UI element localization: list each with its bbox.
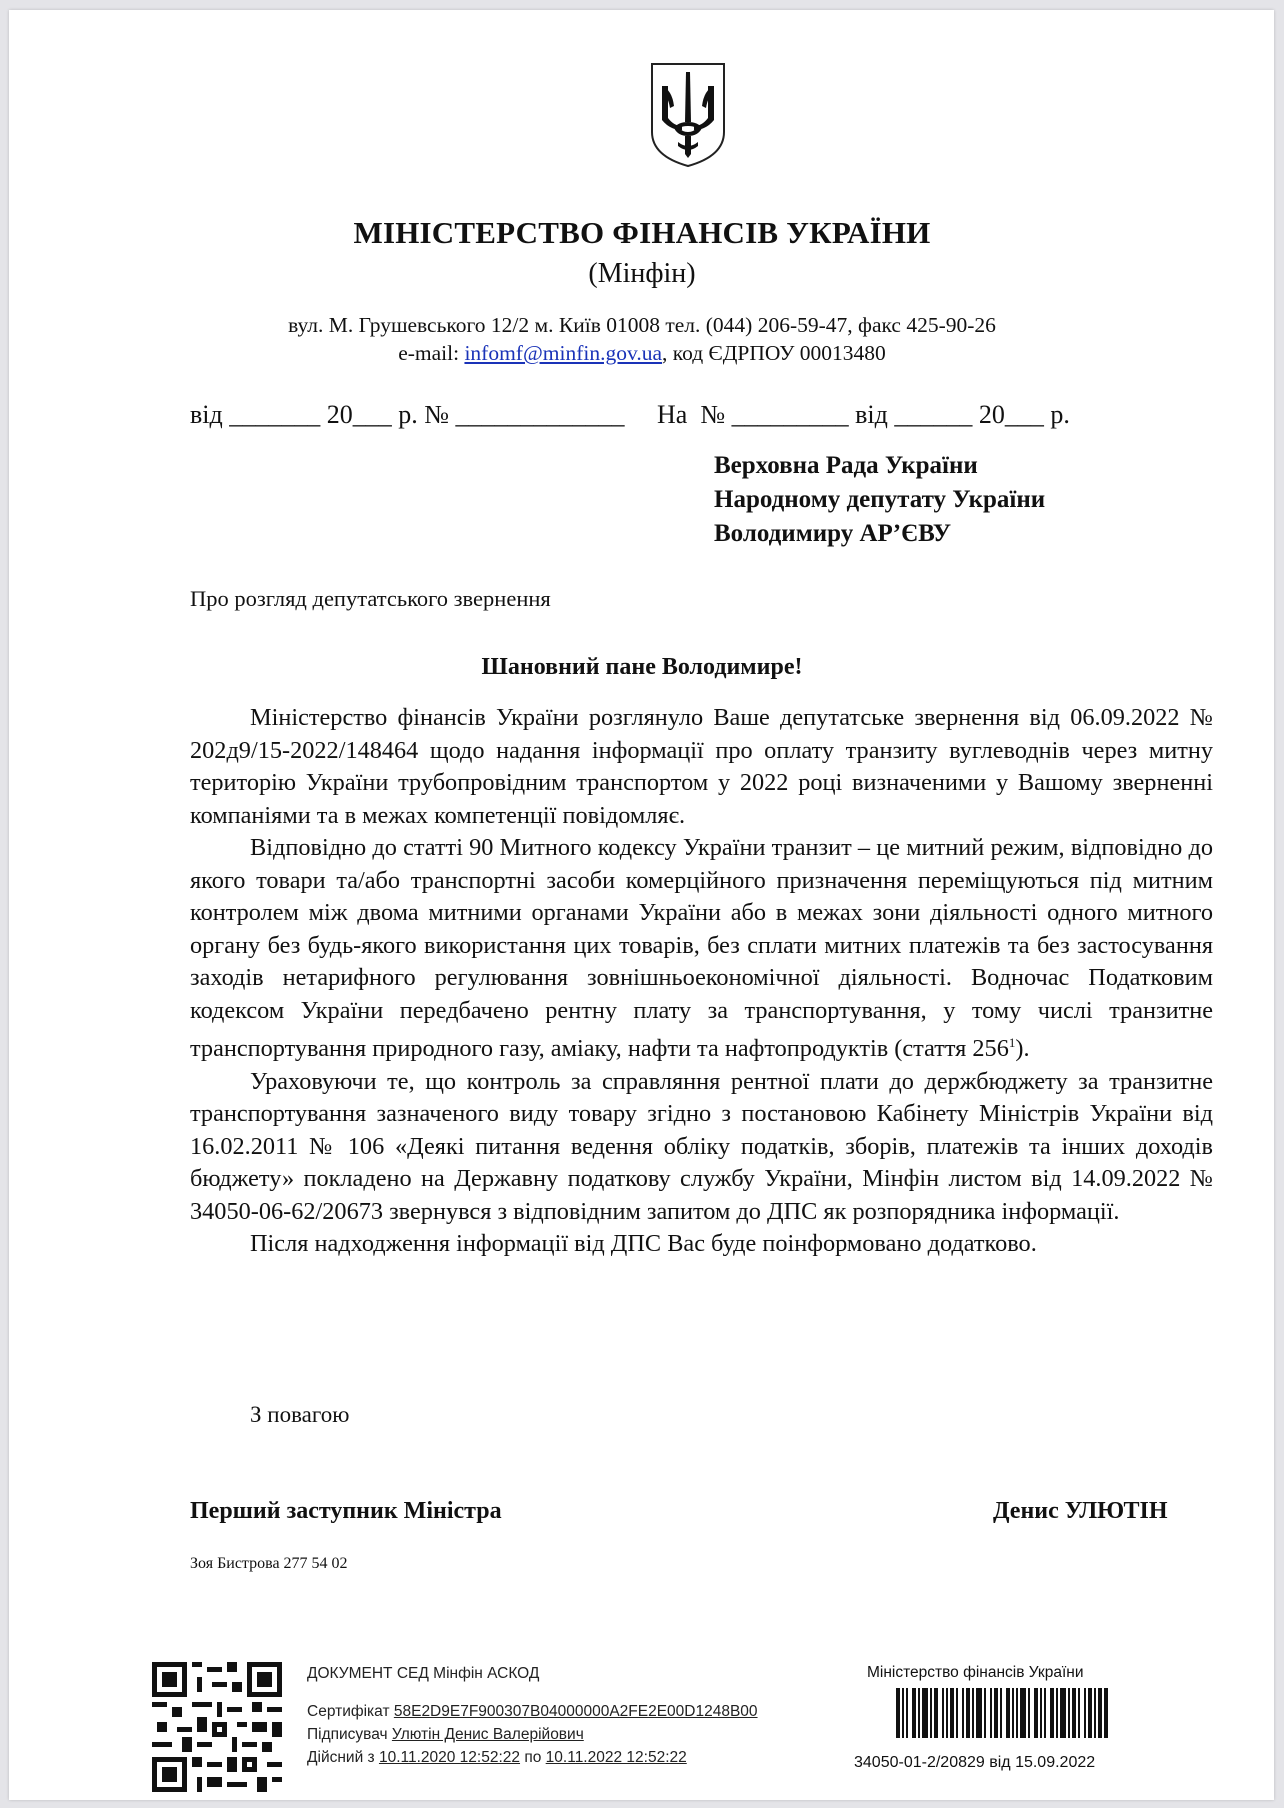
- closing-phrase: З повагою: [250, 1402, 350, 1427]
- barcode-issuer: Міністерство фінансів України: [867, 1664, 1084, 1681]
- signatory-name: Денис УЛЮТІН: [993, 1498, 1168, 1524]
- valid-from: 10.11.2020 12:52:22: [378, 1749, 521, 1766]
- email-link[interactable]: infomf@minfin.gov.ua: [464, 341, 662, 365]
- edrpou-code: , код ЄДРПОУ 00013480: [662, 341, 886, 365]
- recipient-line-1: Верховна Рада України: [714, 452, 978, 479]
- sed-document-header: ДОКУМЕНТ СЕД Мінфін АСКОД: [307, 1665, 540, 1682]
- body-paragraph: Ураховуючи те, що контроль за справляння рентної плати до держбюджету за транзитне транспортування зазначеного виду товару згідно з постановою Кабінету Міністрів України від 16.02.2011 № 106 «Деякі питання ведення обліку податків, зборів, платежів та інших доходів бюджету» покладено на Державну податкову службу України, Мінфін листом від 14.09.2022 № 34050-06-62/20673 звернувся з відповідним запитом до ДПС як розпорядника інформації.: [190, 1067, 1213, 1225]
- recipient-line-2: Народному депутату України: [714, 486, 1046, 513]
- certificate-id: 58E2D9E7F900307B04000000A2FE2E00D1248B00: [393, 1703, 758, 1720]
- signer-name: Улютін Денис Валерійович: [391, 1726, 584, 1743]
- recipient-line-3: Володимиру АР’ЄВУ: [714, 520, 952, 547]
- barcode-icon: [896, 1688, 1108, 1738]
- body-paragraph: Відповідно до статті 90 Митного кодексу України транзит – це митний режим, відповідно до якого товари та/або транспортні засоби комерційного призначення переміщуються під митним контролем між двома митними органами України або в межах зони діяльності одного митного органу без будь-якого використання цих товарів, без сплати митних платежів та без застосування заходів нетарифного регулювання зовнішньоекономічної діяльності. Водночас Податковим кодексом України передбачено рентну плату за транспортування, у тому числі транзитне транспортування природного газу, аміаку, нафти та нафтопродуктів (стаття $256^1$).: [190, 834, 1213, 1063]
- letter-subject: Про розгляд депутатського звернення: [190, 586, 551, 611]
- body-paragraph: Міністерство фінансів України розглянуло Ваше депутатське звернення від 06.09.2022 № 202д9/15-2022/148464 щодо надання інформації про оплату транзиту вуглеводнів через митну територію України трубопровідним транспортом у 2022 році визначеними у Вашому зверненні компаніями та в межах компетенції повідомляє.: [190, 704, 1213, 829]
- outgoing-registration-number: 34050-01-2/20829 від 15.09.2022: [854, 1754, 1096, 1771]
- footnote-superscript: 1: [1008, 1035, 1016, 1050]
- ministry-address: вул. М. Грушевського 12/2 м. Київ 01008 тел. (044) 206-59-47, факс 425-90-26: [288, 313, 996, 337]
- sed-certificate: Сертифікат 58E2D9E7F900307B04000000A2FE2E00D1248B00: [307, 1703, 758, 1720]
- letter-body: [190, 702, 1213, 1261]
- executor-contact: Зоя Бистрова 277 54 02: [190, 1555, 348, 1572]
- email-label: e-mail:: [398, 341, 465, 365]
- ministry-title: МІНІСТЕРСТВО ФІНАНСІВ УКРАЇНИ: [353, 215, 931, 250]
- qr-code-icon: [152, 1662, 282, 1792]
- body-paragraph: Після надходження інформації від ДПС Вас буде поінформовано додатково.: [250, 1230, 1037, 1258]
- registration-line: від _______ 20___ р. № _____________ На № _________ від ______ 20___ р.: [190, 400, 1070, 429]
- signatory-title: Перший заступник Міністра: [190, 1498, 502, 1524]
- valid-to: 10.11.2022 12:52:22: [545, 1749, 687, 1766]
- sed-signer: Підписувач Улютін Денис Валерійович: [307, 1726, 584, 1743]
- ministry-contacts: [0, 341, 1284, 366]
- sed-validity: Дійсний з 10.11.2020 12:52:22 по 10.11.2022 12:52:22: [307, 1749, 687, 1766]
- ukraine-trident-coat-of-arms-icon: [648, 60, 728, 170]
- greeting: Шановний пане Володимире!: [481, 654, 803, 680]
- ministry-short-name: (Мінфін): [588, 258, 696, 289]
